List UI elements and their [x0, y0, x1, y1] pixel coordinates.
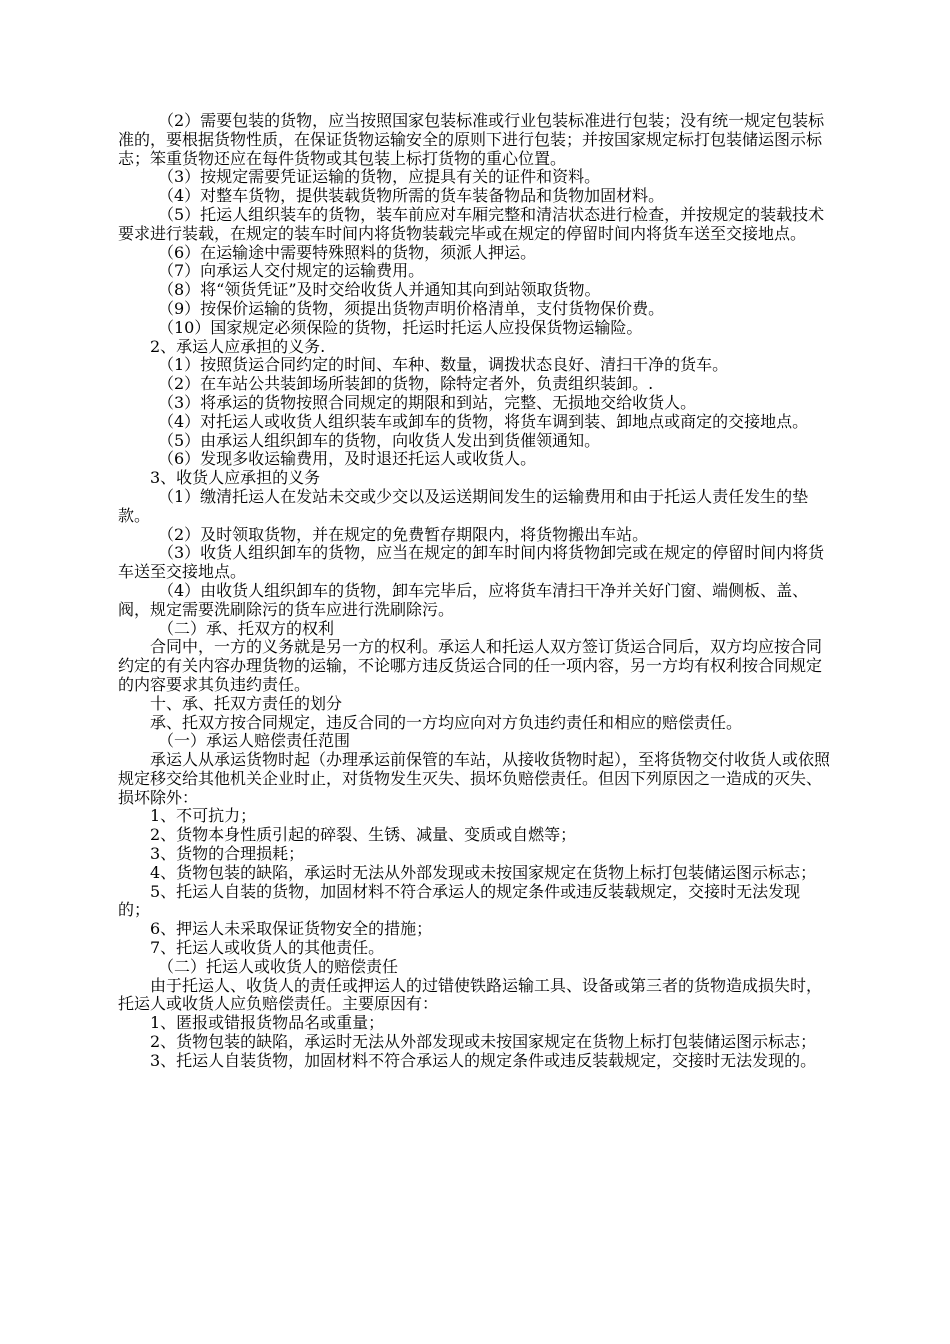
- paragraph: 承、托双方按合同规定，违反合同的一方均应向对方负违约责任和相应的赔偿责任。: [150, 712, 743, 732]
- paragraph: （二）托运人或收货人的赔偿责任: [158, 956, 399, 976]
- paragraph: （1）按照货运合同约定的时间、车种、数量，调拨状态良好、清扫干净的货车。: [158, 355, 729, 375]
- paragraph: （4）由收货人组织卸车的货物，卸车完毕后，应将货车清扫干净并关好门窗、端侧板、盖、阀，规定需要洗刷除污的货车应进行洗刷除污。: [118, 580, 809, 619]
- paragraph: （4）对托运人或收货人组织装车或卸车的货物，将货车调到装、卸地点或商定的交接地点。: [158, 411, 809, 431]
- paragraph: 3、收货人应承担的义务: [150, 468, 321, 488]
- paragraph: 由于托运人、收货人的责任或押运人的过错使铁路运输工具、设备或第三者的货物造成损失时，托运人或收货人应负赔偿责任。主要原因有：: [118, 975, 823, 1014]
- paragraph: （6）发现多收运输费用，及时退还托运人或收货人。: [158, 449, 537, 469]
- paragraph: 2、货物本身性质引起的碎裂、生锈、减量、变质或自燃等；: [150, 825, 577, 845]
- paragraph: 7、托运人或收货人的其他责任。: [150, 938, 385, 958]
- paragraph: 6、押运人未采取保证货物安全的措施；: [150, 919, 433, 939]
- paragraph: 1、匿报或错报货物品名或重量；: [150, 1013, 385, 1033]
- paragraph: （2）需要包装的货物，应当按照国家包装标准或行业包装标准进行包装；没有统一规定包装标准的，要根据货物性质，在保证货物运输安全的原则下进行包装；并按国家规定标打包装储运图示标志；笨重货物还应在每件货物或其包装上标打货物的重心位置。: [118, 111, 825, 168]
- paragraph: （5）由承运人组织卸车的货物，向收货人发出到货催领通知。: [158, 430, 601, 450]
- paragraph: （8）将“领货凭证”及时交给收货人并通知其向到站领取货物。: [158, 280, 601, 300]
- paragraph: （一）承运人赔偿责任范围: [158, 731, 351, 751]
- paragraph: 2、货物包装的缺陷，承运时无法从外部发现或未按国家规定在货物上标打包装储运图示标志；: [150, 1032, 817, 1052]
- paragraph: （二）承、托双方的权利: [158, 618, 335, 638]
- paragraph: （2）及时领取货物，并在规定的免费暂存期限内，将货物搬出车站。: [158, 524, 649, 544]
- paragraph: （1）缴清托运人在发站未交或少交以及运送期间发生的运输费用和由于托运人责任发生的垫款。: [118, 486, 809, 525]
- paragraph: （7）向承运人交付规定的运输费用。: [158, 261, 425, 281]
- paragraph: 十、承、托双方责任的划分: [150, 693, 343, 713]
- paragraph: （2）在车站公共装卸场所装卸的货物，除特定者外，负责组织装卸。.: [158, 374, 654, 394]
- paragraph: （4）对整车货物，提供装载货物所需的货车装备物品和货物加固材料。: [158, 186, 665, 206]
- paragraph: 1、不可抗力；: [150, 806, 257, 826]
- paragraph: 承运人从承运货物时起（办理承运前保管的车站，从接收货物时起），至将货物交付收货人或依照规定移交给其他机关企业时止，对货物发生灭失、损坏负赔偿责任。但因下列原因之一造成的灭失、损坏除外：: [118, 750, 831, 807]
- paragraph: 4、货物包装的缺陷，承运时无法从外部发现或未按国家规定在货物上标打包装储运图示标志；: [150, 862, 817, 882]
- paragraph: （5）托运人组织装车的货物，装车前应对车厢完整和清洁状态进行检查，并按规定的装载技术要求进行装载，在规定的装车时间内将货物装载完毕或在规定的停留时间内将货车送至交接地点。: [118, 204, 825, 243]
- paragraph: （10）国家规定必须保险的货物，托运时托运人应投保货物运输险。: [158, 317, 643, 337]
- paragraph: 合同中，一方的义务就是另一方的权利。承运人和托运人双方签订货运合同后，双方均应按合同约定的有关内容办理货物的运输，不论哪方违反货运合同的任一项内容，另一方均有权利按合同规定的内容要求其负违约责任。: [118, 637, 823, 694]
- paragraph: 5、托运人自装的货物，加固材料不符合承运人的规定条件或违反装载规定，交接时无法发现的；: [118, 881, 801, 920]
- document-body: [118, 112, 832, 1071]
- paragraph: （3）按规定需要凭证运输的货物，应提具有关的证件和资料。: [158, 167, 601, 187]
- paragraph: （3）收货人组织卸车的货物，应当在规定的卸车时间内将货物卸完或在规定的停留时间内将货车送至交接地点。: [118, 543, 825, 582]
- paragraph: 2、承运人应承担的义务.: [150, 336, 326, 356]
- paragraph: （9）按保价运输的货物，须提出货物声明价格清单，支付货物保价费。: [158, 298, 665, 318]
- paragraph: 3、托运人自装货物，加固材料不符合承运人的规定条件或违反装载规定，交接时无法发现的。: [150, 1050, 817, 1070]
- paragraph: （3）将承运的货物按照合同规定的期限和到站，完整、无损地交给收货人。: [158, 392, 697, 412]
- paragraph: 3、货物的合理损耗；: [150, 844, 305, 864]
- paragraph: （6）在运输途中需要特殊照料的货物，须派人押运。: [158, 242, 537, 262]
